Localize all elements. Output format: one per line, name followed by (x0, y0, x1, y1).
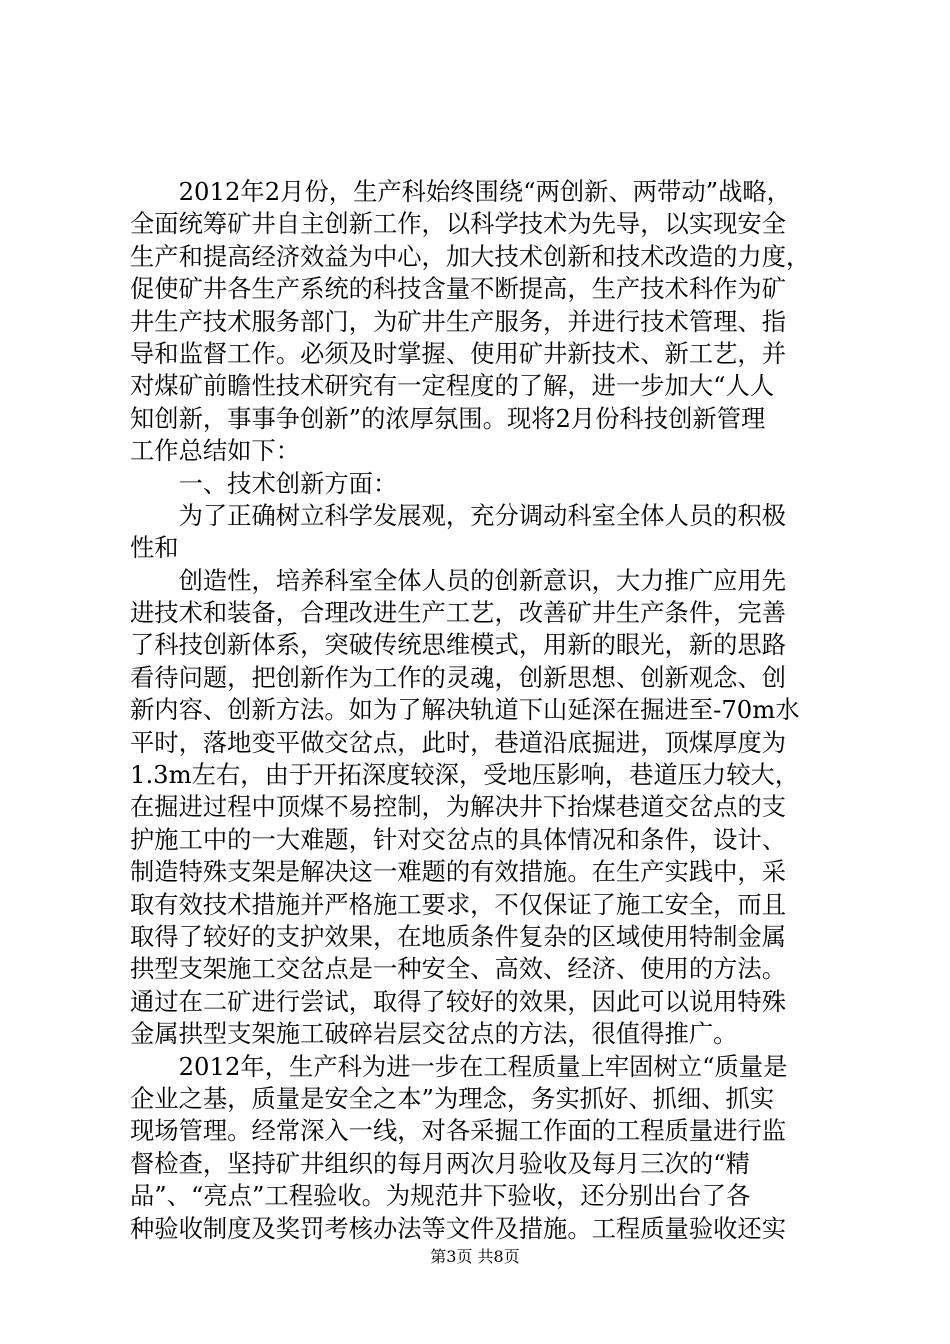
text-line: 通过在二矿进行尝试，取得了较好的效果，因此可以说用特殊 (130, 986, 787, 1016)
text-line: 护施工中的一大难题，针对交岔点的具体情况和条件，设计、 (130, 824, 787, 854)
text-line: 为了正确树立科学发展观，充分调动科室全体人员的积极 (130, 500, 787, 530)
text-line: 知创新，事事争创新”的浓厚氛围。现将2月份科技创新管理 (130, 403, 766, 433)
text-line: 取得了较好的支护效果，在地质条件复杂的区域使用特制金属 (130, 921, 787, 951)
text-line: 品”、“亮点”工程验收。为规范井下验收，还分别出台了各 (130, 1181, 751, 1211)
text-line: 看待问题，把创新作为工作的灵魂，创新思想、创新观念、创 (130, 662, 787, 692)
text-line: 进技术和装备，合理改进生产工艺，改善矿井生产条件，完善 (130, 598, 787, 628)
document-body (130, 176, 830, 1245)
text-line: 现场管理。经常深入一线，对各采掘工作面的工程质量进行监 (130, 1116, 787, 1146)
text-line: 了科技创新体系，突破传统思维模式，用新的眼光，新的思路 (130, 630, 787, 660)
text-line: 对煤矿前瞻性技术研究有一定程度的了解，进一步加大“人人 (130, 371, 775, 401)
text-line: 在掘进过程中顶煤不易控制，为解决井下抬煤巷道交岔点的支 (130, 792, 787, 822)
text-line: 性和 (130, 533, 179, 563)
page-footer: 第3页 共8页 (430, 1247, 520, 1266)
text-line: 企业之基，质量是安全之本”为理念，务实抓好、抓细、抓实 (130, 1083, 775, 1113)
text-line: 2012年，生产科为进一步在工程质量上牢固树立“质量是 (130, 1051, 788, 1081)
text-line: 工作总结如下： (130, 436, 301, 466)
text-line: 2012年2月份，生产科始终围绕“两创新、两带动”战略， (130, 177, 791, 206)
text-line: 新内容、创新方法。如为了解决轨道下山延深在掘进至-70m水 (130, 695, 800, 725)
text-line: 生产和提高经济效益为中心，加大技术创新和技术改造的力度， (130, 241, 811, 271)
text-line: 创造性，培养科室全体人员的创新意识，大力推广应用先 (130, 565, 787, 595)
text-line: 促使矿井各生产系统的科技含量不断提高，生产技术科作为矿 (130, 274, 787, 304)
section-heading: 一、技术创新方面： (130, 468, 398, 498)
text-line: 制造特殊支架是解决这一难题的有效措施。在生产实践中，采 (130, 857, 787, 887)
text-line: 督检查，坚持矿井组织的每月两次月验收及每月三次的“精 (130, 1148, 750, 1178)
text-line: 平时，落地变平做交岔点，此时，巷道沿底掘进，顶煤厚度为 (130, 727, 787, 757)
text-line: 取有效技术措施并严格施工要求，不仅保证了施工安全，而且 (130, 889, 787, 919)
text-line: 全面统筹矿井自主创新工作，以科学技术为先导，以实现安全 (130, 209, 787, 239)
text-line: 井生产技术服务部门，为矿井生产服务，并进行技术管理、指 (130, 306, 787, 336)
text-line: 导和监督工作。必须及时掌握、使用矿井新技术、新工艺，并 (130, 338, 787, 368)
text-line: 种验收制度及奖罚考核办法等文件及措施。工程质量验收还实 (130, 1213, 787, 1243)
text-line: 金属拱型支架施工破碎岩层交岔点的方法，很值得推广。 (130, 1019, 738, 1049)
text-line: 拱型支架施工交岔点是一种安全、高效、经济、使用的方法。 (130, 954, 787, 984)
text-line: 1.3m左右，由于开拓深度较深，受地压影响，巷道压力较大， (130, 760, 800, 790)
